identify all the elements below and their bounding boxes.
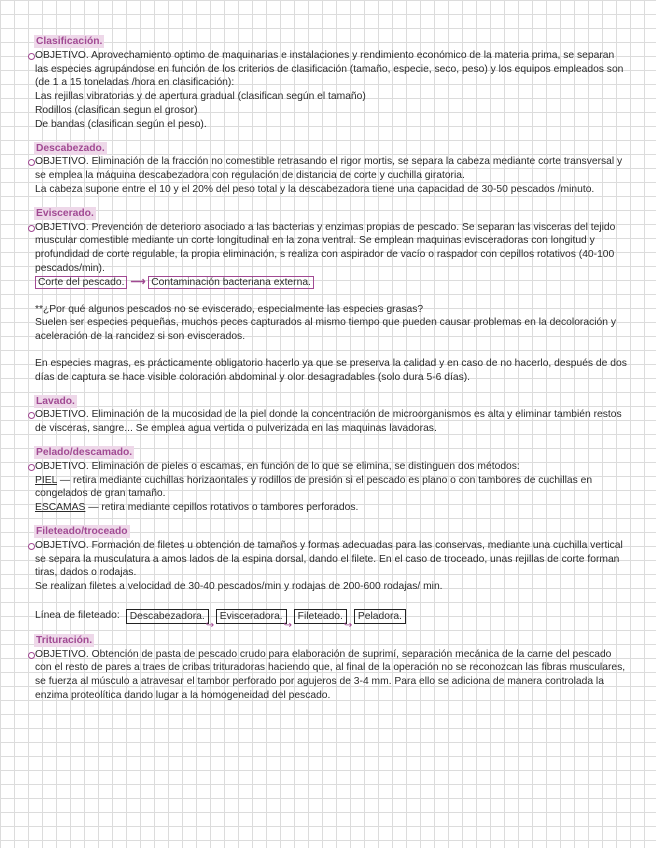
objective-text: OBJETIVO. Eliminación de la mucosidad de la piel donde la concentración de microorganismos es alta y eliminar también restos de visceras, sangre... Se emplea agua vertida o pulverizada en las maquinas lavadoras. bbox=[35, 408, 627, 436]
method-label: ESCAMAS bbox=[35, 502, 86, 514]
objective-text: OBJETIVO. Eliminación de la fracción no comestible retrasando el rigor mortis, se separa la cabeza mediante corte transversal y se emplea la máquina descabezadora con regulación de distancia de corte y cuchilla giratoria. bbox=[35, 155, 627, 183]
method-label: PIEL bbox=[35, 474, 57, 486]
list-item: Las rejillas vibratorias y de apertura gradual (clasifican según el tamaño) bbox=[35, 91, 366, 103]
arrow-right-icon: ⟶ bbox=[130, 276, 146, 288]
section-title: Fileteado/troceado bbox=[36, 525, 128, 537]
filleting-line-label: Línea de fileteado: bbox=[35, 610, 120, 622]
paragraph: Se realizan filetes a velocidad de 30-40 pescados/min y rodajas de 200-600 rodajas/ min. bbox=[35, 581, 443, 593]
filleting-line bbox=[35, 609, 627, 624]
section-trituracion bbox=[35, 634, 627, 703]
stage-box: Descabezadora. bbox=[126, 609, 209, 624]
cause-box: Corte del pescado. bbox=[35, 276, 127, 289]
objective-text: OBJETIVO. Prevención de deterioro asociado a las bacterias y enzimas propias de pescado. Se separan las visceras del tejido muscular comestible mediante un corte longitudinal en la zona ventral. Se emplean maquinas evisceradoras con longitud y profundidad de corte regulable, la propia eliminación, s realiza con aspirador de vacío o raspador con cepillos rotativos (40-100 pescados/min). bbox=[35, 221, 627, 276]
paragraph: En especies magras, es prácticamente obligatorio hacerlo ya que se preserva la calidad y en caso de no hacerlo, después de dos días de captura se hace visible coloración abdominal y olor desagradables (solo dura 5-6 días). bbox=[35, 357, 627, 383]
section-title: Lavado. bbox=[36, 395, 75, 407]
stage-box: ↪ Evisceradora. bbox=[216, 609, 287, 624]
paragraph: La cabeza supone entre el 10 y el 20% del peso total y la descabezadora tiene una capacidad de 30-50 pescados /minuto. bbox=[35, 183, 595, 195]
section-fileteado bbox=[35, 525, 627, 624]
section-title: Trituración. bbox=[36, 634, 93, 646]
cause-effect bbox=[35, 276, 627, 290]
list-item: De bandas (clasifican según el peso). bbox=[35, 118, 207, 130]
method-text: — retira mediante cepillos rotativos o tambores perforados. bbox=[85, 502, 359, 514]
effect-box: Contaminación bacteriana externa. bbox=[148, 276, 314, 289]
section-title: Clasificación. bbox=[36, 36, 103, 47]
section-title: Eviscerado. bbox=[36, 207, 94, 219]
method-text: — retira mediante cuchillas horizaontales y rodillos de presión si el pescado es plano o con tambores de cuchillas en congelados de gran tamaño. bbox=[35, 474, 593, 500]
list-item: Rodillos (clasifican segun el grosor) bbox=[35, 104, 198, 116]
section-lavado bbox=[35, 395, 627, 436]
objective-text: OBJETIVO. Obtención de pasta de pescado crudo para elaboración de suprimí, separación mecánica de la carne del pescado con el resto de pares a traes de cribas trituradoras haciendo que, al final de la operación no se reconozcan las fibras musculares, se fuerza al músculo a atravesar el tambor perforado por agujeros de 3-4 mm. Para ello se adiciona de manera controlada la enzima proteolítica dando lugar a la homogeneidad del pescado. bbox=[35, 648, 626, 702]
objective-text: OBJETIVO. Eliminación de pieles o escamas, en función de lo que se elimina, se distinguen dos métodos: bbox=[35, 460, 627, 474]
stage-box: ↪ Fileteado. bbox=[294, 609, 347, 624]
section-title: Descabezado. bbox=[36, 142, 105, 154]
section-pelado bbox=[35, 446, 627, 515]
notes-page bbox=[35, 35, 627, 713]
stage-box: ↪ Peladora. bbox=[354, 609, 406, 624]
method-piel bbox=[35, 474, 627, 502]
objective-text: OBJETIVO. Aprovechamiento optimo de maquinarias e instalaciones y rendimiento económico de la materia prima, se separan las especies agrupándose en función de los criterios de clasificación (tamaño, especie, seco, peso) y los equipos empleados son (de 1 a 15 toneladas /hora en clasificación): bbox=[35, 49, 627, 90]
section-eviscerado bbox=[35, 207, 627, 385]
objective-text: OBJETIVO. Formación de filetes u obtención de tamaños y formas adecuadas para las conservas, mediante una cuchilla vertical se separa la musculatura a amos lados de la espina dorsal, dando el filete. En el caso de troceado, unas rejillas de corte forman tiras, dados o rodajas. bbox=[35, 539, 627, 580]
question: **¿Por qué algunos pescados no se eviscerado, especialmente las especies grasas? bbox=[35, 303, 424, 315]
section-title: Pelado/descamado. bbox=[36, 446, 133, 458]
method-escamas bbox=[35, 501, 627, 515]
section-clasificacion bbox=[35, 35, 627, 132]
answer: Suelen ser especies pequeñas, muchos peces capturados al mismo tiempo que pueden causar problemas en la decoloración y aceleración de la rancidez si son eviscerados. bbox=[35, 317, 616, 343]
section-descabezado bbox=[35, 142, 627, 197]
